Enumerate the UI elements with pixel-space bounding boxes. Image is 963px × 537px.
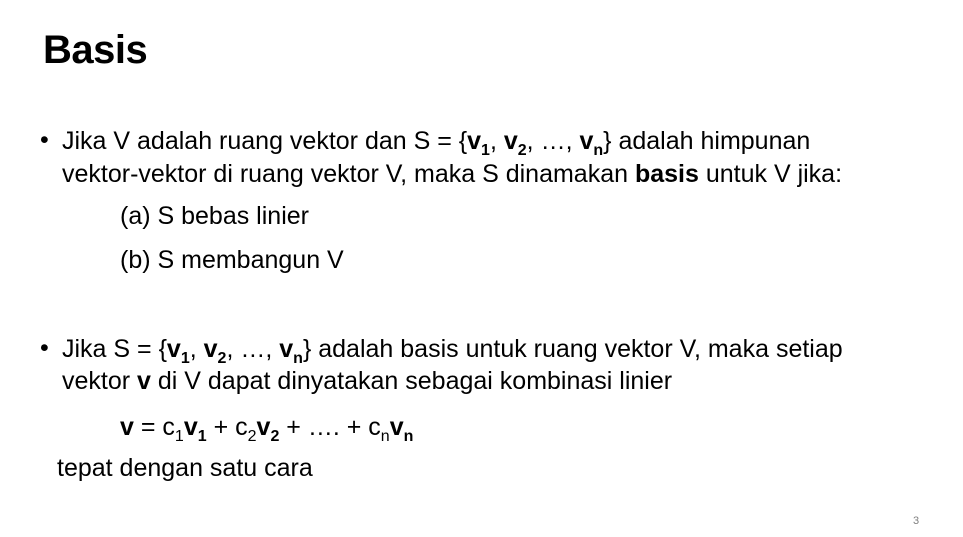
eq-v1: v xyxy=(183,413,198,441)
term-basis: basis xyxy=(634,160,699,188)
vector-v2: v xyxy=(503,127,518,155)
subscript-1: 1 xyxy=(197,428,207,445)
text-span: …, xyxy=(240,335,280,363)
subscript-2: 2 xyxy=(517,142,527,159)
bullet2-line1 xyxy=(62,335,843,367)
text-span: + …. + c xyxy=(279,413,381,441)
bullet1-line1 xyxy=(62,127,811,159)
subscript-n: n xyxy=(293,350,303,367)
bullet1-line2 xyxy=(62,160,842,189)
text-span: untuk V jika: xyxy=(698,160,843,188)
subscript-n: n xyxy=(380,428,390,445)
subscript-1: 1 xyxy=(481,142,490,159)
bullet-icon: • xyxy=(40,334,49,362)
bullet-icon: • xyxy=(40,126,49,154)
vector-v1: v xyxy=(467,127,482,155)
text-span: , xyxy=(489,127,504,155)
bullet2-line2 xyxy=(62,367,672,396)
subscript-1: 1 xyxy=(180,350,190,367)
slide-title: Basis xyxy=(43,28,148,72)
vector-vn: v xyxy=(579,127,594,155)
vector-vn: v xyxy=(279,335,294,363)
subscript-n: n xyxy=(593,142,604,159)
vector-v1: v xyxy=(166,335,181,363)
text-span: + c xyxy=(206,413,248,441)
subscript-2: 2 xyxy=(247,428,257,445)
condition-b: (b) S membangun V xyxy=(120,246,344,274)
vector-v2: v xyxy=(203,335,218,363)
text-span: , xyxy=(226,335,241,363)
tail-text: tepat dengan satu cara xyxy=(57,454,313,482)
text-span: Jika S = { xyxy=(62,335,167,363)
eq-v: v xyxy=(120,413,134,441)
condition-a: (a) S bebas linier xyxy=(120,202,309,230)
eq-v2: v xyxy=(256,413,271,441)
eq-vn: v xyxy=(389,413,404,441)
text-span: vektor xyxy=(62,367,138,395)
subscript-2: 2 xyxy=(217,350,227,367)
text-span: } adalah basis untuk ruang vektor V, maka setiap xyxy=(302,335,843,363)
text-span: = c xyxy=(133,413,175,441)
text-span: , xyxy=(526,127,541,155)
subscript-1: 1 xyxy=(174,428,184,445)
subscript-2: 2 xyxy=(270,428,280,445)
page-number: 3 xyxy=(913,515,920,527)
text-span: } adalah himpunan xyxy=(603,127,811,155)
text-span: vektor-vektor di ruang vektor V, maka S dinamakan xyxy=(62,160,635,188)
equation xyxy=(120,413,414,445)
text-span: , xyxy=(189,335,204,363)
text-span: di V dapat dinyatakan sebagai kombinasi linier xyxy=(150,367,673,395)
subscript-n: n xyxy=(403,428,414,445)
vector-v-bold: v xyxy=(137,367,151,395)
text-span: …, xyxy=(540,127,580,155)
text-span: Jika V adalah ruang vektor dan S = { xyxy=(62,127,468,155)
